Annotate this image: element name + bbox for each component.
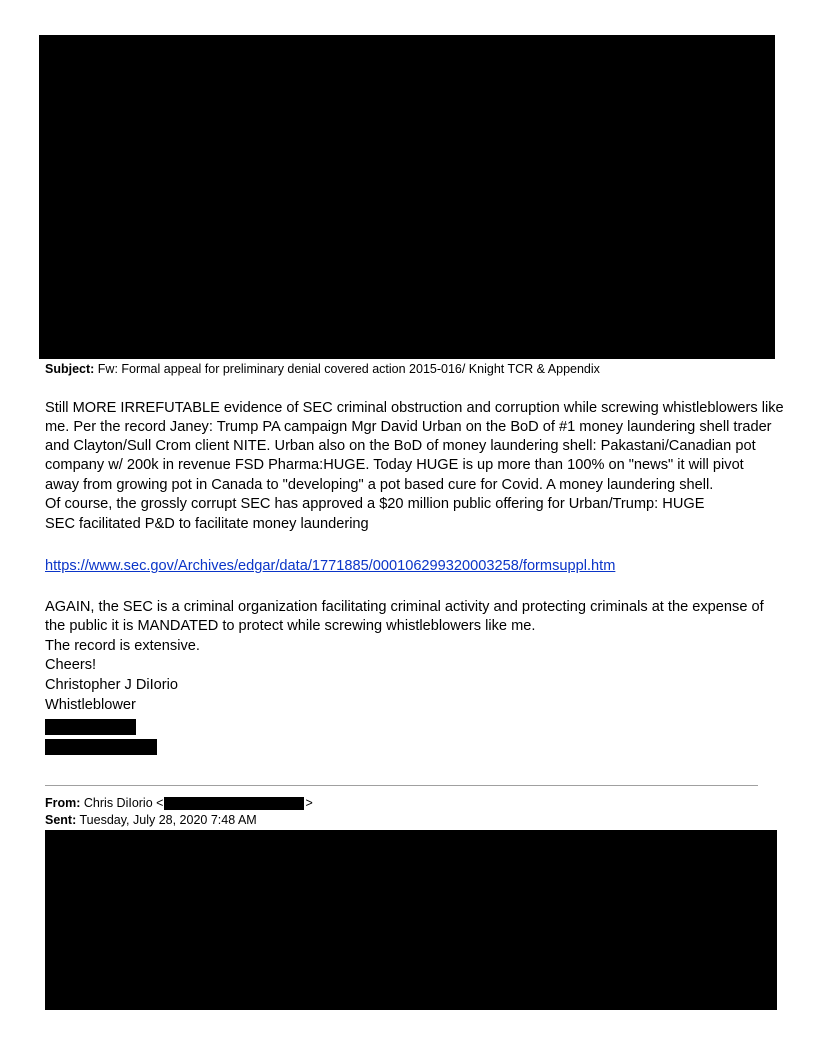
sent-value: Tuesday, July 28, 2020 7:48 AM (76, 813, 257, 827)
sent-label: Sent: (45, 813, 77, 827)
from-close: > (305, 796, 313, 810)
signature-title: Whistleblower (45, 697, 136, 713)
signature-redaction-2 (45, 739, 157, 755)
body-line: AGAIN, the SEC is a criminal organization facilitating criminal activity and protecting criminals at the expense of (45, 599, 764, 615)
from-label: From: (45, 796, 81, 810)
body-line: the public it is MANDATED to protect while screwing whistleblowers like me. (45, 618, 536, 634)
top-redaction-block (39, 35, 775, 359)
email-address-redaction (164, 797, 304, 810)
subject-label: Subject: (45, 362, 95, 376)
body-line: SEC facilitated P&D to facilitate money laundering (45, 516, 369, 532)
body-line: company w/ 200k in revenue FSD Pharma:HUGE. Today HUGE is up more than 100% on "news" it will pivot (45, 457, 744, 473)
signature-redaction-1 (45, 719, 136, 735)
subject-line (45, 361, 600, 377)
from-line (45, 795, 313, 811)
forward-separator (45, 785, 758, 786)
body-line: me. Per the record Janey: Trump PA campaign Mgr David Urban on the BoD of #1 money laundering shell trader (45, 419, 772, 435)
subject-value: Fw: Formal appeal for preliminary denial covered action 2015-016/ Knight TCR & Appendix (94, 362, 600, 376)
sent-line (45, 812, 257, 828)
signature-name: Christopher J DiIorio (45, 677, 179, 693)
from-name: Chris DiIorio < (80, 796, 164, 810)
body-line: The record is extensive. (45, 638, 200, 654)
link-line (45, 557, 615, 577)
sec-filing-link[interactable]: https://www.sec.gov/Archives/edgar/data/1771885/000106299320003258/formsuppl.htm (45, 558, 616, 574)
body-line: away from growing pot in Canada to "developing" a pot based cure for Covid. A money laundering shell. (45, 477, 714, 493)
body-line: Cheers! (45, 657, 97, 673)
bottom-redaction-block (45, 830, 777, 1010)
body-line: Still MORE IRREFUTABLE evidence of SEC criminal obstruction and corruption while screwing whistleblowers like (45, 400, 784, 416)
body-line: Of course, the grossly corrupt SEC has approved a $20 million public offering for Urban/Trump: HUGE (45, 496, 705, 512)
body-line: and Clayton/Sull Crom client NITE. Urban also on the BoD of money laundering shell: Pakastani/Canadian pot (45, 438, 756, 454)
